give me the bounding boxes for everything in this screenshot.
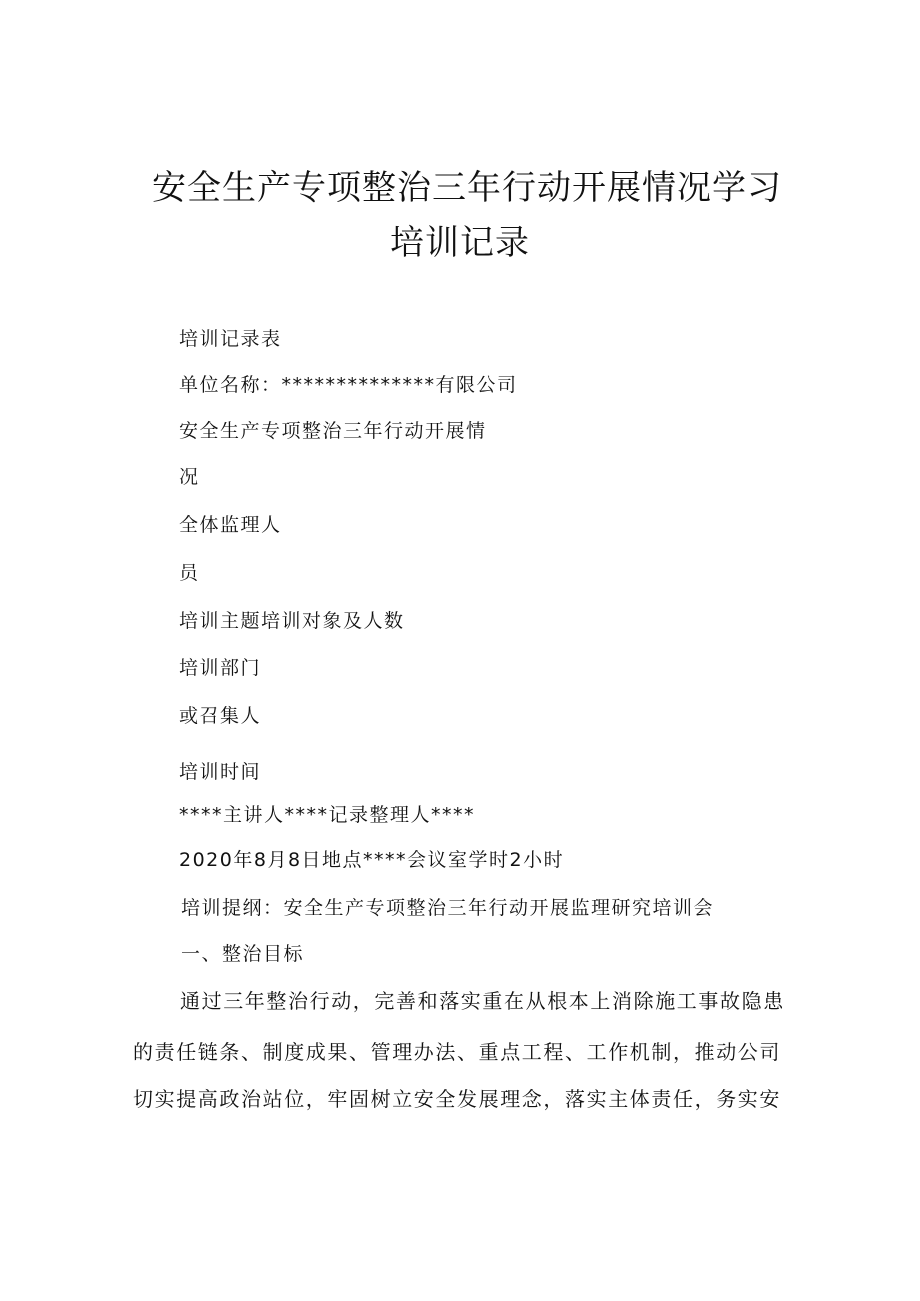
document-title: 安全生产专项整治三年行动开展情况学习 (152, 168, 782, 208)
audience-line: 全体监理人 (179, 514, 282, 536)
paragraph-line: 的责任链条、制度成果、管理办法、重点工程、工作机制，推动公司 (133, 1040, 781, 1064)
paragraph-line: 通过三年整治行动，完善和落实重在从根本上消除施工事故隐患 (180, 989, 785, 1013)
date-location-line: 2020年8月8日地点****会议室学时2小时 (179, 849, 565, 871)
section-heading: 一、整治目标 (181, 943, 305, 965)
training-outline-line: 培训提纲：安全生产专项整治三年行动开展监理研究培训会 (181, 897, 715, 919)
record-table-heading: 培训记录表 (179, 328, 282, 350)
document-subtitle: 培训记录 (390, 223, 530, 263)
convener-label: 或召集人 (179, 705, 262, 727)
training-time-label: 培训时间 (179, 761, 262, 783)
audience-line-cont: 员 (179, 562, 200, 584)
paragraph-line: 切实提高政治站位，牢固树立安全发展理念，落实主体责任，务实安 (133, 1087, 781, 1111)
department-label: 培训部门 (179, 657, 262, 679)
topic-line-cont: 况 (179, 466, 200, 488)
unit-name-line: 单位名称：**************有限公司 (179, 374, 518, 396)
topic-line: 安全生产专项整治三年行动开展情 (179, 420, 487, 442)
topic-audience-label: 培训主题培训对象及人数 (179, 610, 405, 632)
speaker-recorder-line: ****主讲人****记录整理人**** (179, 804, 476, 826)
